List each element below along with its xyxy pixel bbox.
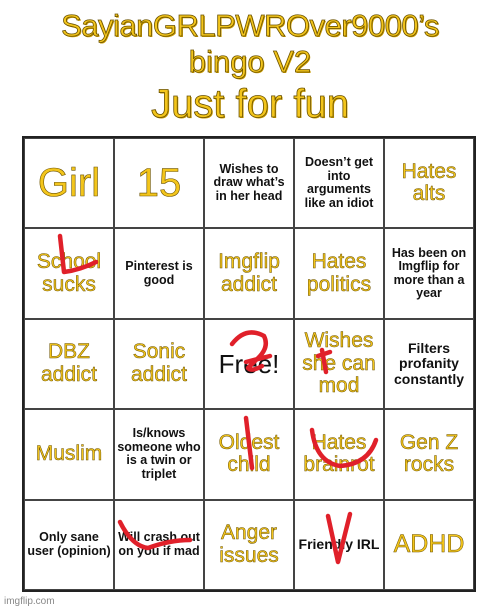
bingo-cell[interactable] bbox=[204, 228, 294, 318]
subtitle: Just for fun bbox=[151, 82, 349, 126]
bingo-cell-label: Hates politics bbox=[306, 249, 372, 296]
bingo-cell-label: 15 bbox=[136, 160, 182, 205]
bingo-cell-label: Girl bbox=[37, 160, 101, 205]
bingo-cell-label: Wishes she can mod bbox=[302, 328, 376, 398]
bingo-cell-label: School sucks bbox=[36, 249, 102, 296]
bingo-cell-label: DBZ addict bbox=[40, 340, 98, 386]
bingo-cell[interactable] bbox=[114, 319, 204, 409]
bingo-cell[interactable] bbox=[24, 319, 114, 409]
bingo-cell[interactable] bbox=[294, 500, 384, 590]
bingo-cell-label: Hates brainrot bbox=[303, 430, 375, 477]
bingo-cell-label: Will crash out on you if mad bbox=[118, 530, 200, 558]
bingo-cell-label: Gen Z rocks bbox=[399, 430, 459, 477]
bingo-cell[interactable] bbox=[24, 500, 114, 590]
bingo-cell[interactable] bbox=[294, 138, 384, 228]
bingo-cell-label: Pinterest is good bbox=[125, 259, 193, 287]
bingo-cell-label: Filters profanity constantly bbox=[393, 340, 464, 387]
bingo-cell-label: Is/knows someone who is a twin or triplet bbox=[117, 426, 201, 481]
bingo-cell-label: Only sane user (opinion) bbox=[27, 530, 111, 558]
bingo-cell[interactable] bbox=[114, 409, 204, 499]
bingo-cell[interactable] bbox=[114, 228, 204, 318]
bingo-cell[interactable] bbox=[204, 319, 294, 409]
bingo-board bbox=[22, 136, 476, 592]
bingo-cell[interactable] bbox=[204, 500, 294, 590]
bingo-cell[interactable] bbox=[204, 409, 294, 499]
bingo-cell-label: Muslim bbox=[35, 442, 103, 466]
bingo-cell-label: Doesn’t get into arguments like an idiot bbox=[304, 155, 374, 210]
bingo-cell-label: Has been on Imgflip for more than a year bbox=[391, 245, 467, 301]
bingo-cell[interactable] bbox=[384, 500, 474, 590]
bingo-cell-label: Sonic addict bbox=[130, 340, 188, 386]
bingo-cell[interactable] bbox=[204, 138, 294, 228]
bingo-cell[interactable] bbox=[294, 409, 384, 499]
bingo-cell-label: Imgflip addict bbox=[218, 249, 280, 296]
bingo-cell-label: Oldest child bbox=[218, 430, 280, 477]
bingo-cell[interactable] bbox=[294, 319, 384, 409]
bingo-cell[interactable] bbox=[24, 138, 114, 228]
title-line-2: bingo V2 bbox=[188, 44, 312, 79]
title-line-1: SayianGRLPWROver9000’s bbox=[61, 8, 439, 43]
bingo-cell[interactable] bbox=[24, 409, 114, 499]
bingo-cell-label: Wishes to draw what’s in her head bbox=[213, 161, 285, 203]
bingo-cell[interactable] bbox=[384, 228, 474, 318]
bingo-cell-label: Friendly IRL bbox=[298, 536, 380, 553]
bingo-cell-label: Hates alts bbox=[401, 159, 457, 206]
bingo-cell-label: Free! bbox=[218, 348, 280, 379]
bingo-cell-label: Anger issues bbox=[219, 521, 279, 567]
bingo-cell[interactable] bbox=[114, 138, 204, 228]
bingo-cell[interactable] bbox=[294, 228, 384, 318]
bingo-cell[interactable] bbox=[384, 319, 474, 409]
bingo-cell-label: ADHD bbox=[393, 530, 465, 559]
bingo-cell[interactable] bbox=[384, 409, 474, 499]
watermark: imgflip.com bbox=[4, 596, 55, 607]
bingo-cell[interactable] bbox=[114, 500, 204, 590]
bingo-cell[interactable] bbox=[24, 228, 114, 318]
bingo-cell[interactable] bbox=[384, 138, 474, 228]
